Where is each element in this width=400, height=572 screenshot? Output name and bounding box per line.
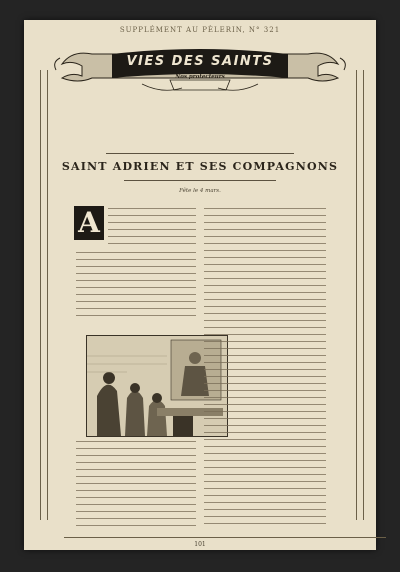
martyrdom-scene-icon bbox=[87, 336, 227, 436]
right-ornamental-border bbox=[356, 70, 364, 520]
left-ornamental-border bbox=[40, 70, 48, 520]
bottom-rule bbox=[64, 537, 386, 538]
magazine-page bbox=[24, 20, 376, 550]
drop-cap: A bbox=[74, 206, 104, 240]
title-rule-bottom bbox=[124, 180, 276, 181]
engraving-illustration bbox=[86, 335, 228, 437]
banner-title: VIES DES SAINTS bbox=[126, 54, 274, 69]
title-rule-top bbox=[106, 153, 294, 154]
supplement-header: SUPPLÉMENT AU PÈLERIN, N° 321 bbox=[119, 26, 281, 34]
ribbon-banner-icon bbox=[52, 44, 348, 96]
article-title: SAINT ADRIEN ET SES COMPAGNONS bbox=[61, 160, 339, 173]
feast-date: Fête le 4 mars. bbox=[179, 188, 221, 194]
page-number: 101 bbox=[194, 541, 206, 548]
banner-subtitle: Nos protecteurs bbox=[175, 74, 225, 80]
